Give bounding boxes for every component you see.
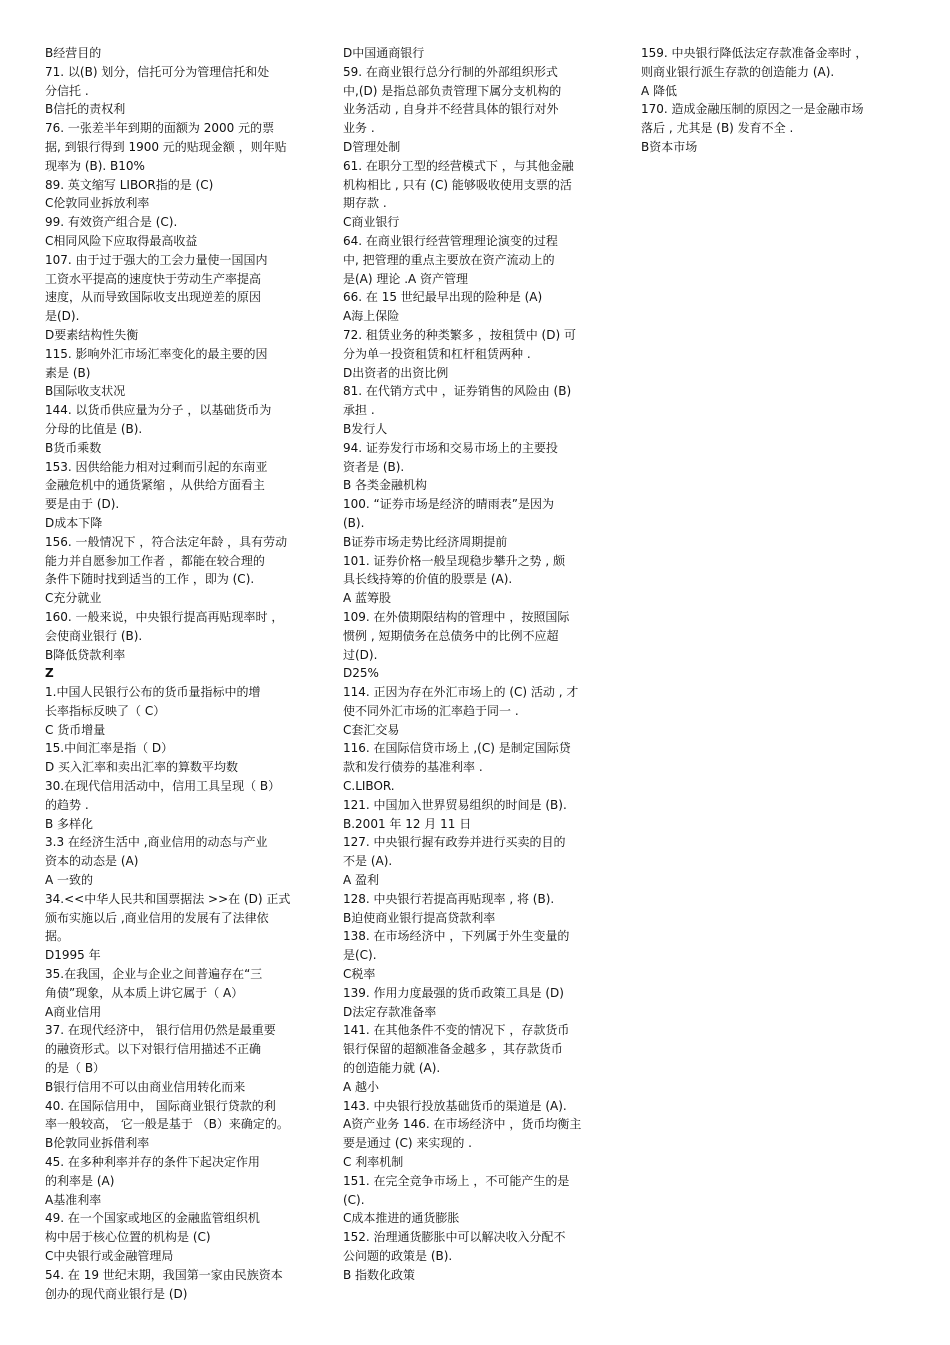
- text-line: A 盈利: [343, 873, 380, 888]
- text-line: 的融资形式。以下对银行信用描述不正确: [45, 1042, 262, 1057]
- text-line: 条件下随时找到适当的工作 ，即为 (C).: [45, 572, 255, 587]
- text-line: D要素结构性失衡: [45, 327, 139, 342]
- text-line: 76. 一张差半年到期的面额为 2000 元的票: [45, 121, 275, 136]
- text-line: 116. 在国际信贷市场上 ,(C) 是制定国际贷: [343, 741, 571, 756]
- text-line: 资本的动态是 (A): [45, 854, 139, 869]
- text-line: 141. 在其他条件不变的情况下 ，存款货币: [343, 1023, 570, 1038]
- text-line: D1995 年: [45, 948, 101, 963]
- text-line: 61. 在职分工型的经营模式下 ，与其他金融: [343, 158, 574, 173]
- text-line: C 货币增量: [45, 722, 106, 737]
- text-line: 是(C).: [343, 948, 377, 963]
- text-line: A 越小: [343, 1079, 380, 1094]
- text-line: 156. 一般情况下 ，符合法定年龄 ，具有劳动: [45, 534, 288, 549]
- text-line: 的创造能力就 (A).: [343, 1061, 441, 1076]
- text-line: D中国通商银行: [343, 46, 425, 60]
- text-line: 会使商业银行 (B).: [45, 628, 143, 643]
- text-line: B 多样化: [45, 816, 94, 831]
- text-line: 使不同外汇市场的汇率趋于同一 .: [343, 703, 519, 718]
- text-line: C充分就业: [45, 591, 102, 606]
- text-line: 144. 以货币供应量为分子 ，以基础货币为: [45, 403, 272, 418]
- text-line: C中央银行或金融管理局: [45, 1249, 174, 1263]
- text-line: 89. 英文缩写 LIBOR指的是 (C): [45, 177, 214, 192]
- text-line: 37. 在现代经济中， 银行信用仍然是最重要: [45, 1023, 276, 1038]
- text-line: 30.在现代信用活动中，信用工具呈现（ B）: [45, 779, 281, 794]
- text-line: C.LIBOR.: [343, 779, 395, 794]
- text-line: A商业信用: [45, 1004, 102, 1019]
- text-line: B伦敦同业拆借利率: [45, 1136, 150, 1151]
- text-line: C伦敦同业拆放利率: [45, 196, 150, 211]
- text-line: 银行保留的超额准备金越多 ，其存款货币: [343, 1042, 563, 1057]
- text-line: 创办的现代商业银行是 (D): [45, 1286, 188, 1301]
- text-line: 81. 在代销方式中 ，证券销售的风险由 (B): [343, 384, 572, 399]
- text-line: 的趋势 .: [45, 797, 89, 812]
- text-line: D出资者的出资比例: [343, 365, 449, 380]
- text-line: 则商业银行派生存款的创造能力 (A).: [641, 64, 835, 79]
- text-line: D25%: [343, 666, 379, 681]
- text-line: 具长线持筹的价值的股票是 (A).: [343, 572, 513, 587]
- text-line: A 一致的: [45, 873, 94, 888]
- text-line: 59. 在商业银行总分行制的外部组织形式: [343, 64, 558, 79]
- text-line: 160. 一般来说，中央银行提高再贴现率时 ，: [45, 609, 284, 624]
- text-line: 资者是 (B).: [343, 459, 405, 474]
- text-line: 是(D).: [45, 309, 80, 324]
- text-line: 据, 到银行得到 1900 元的贴现金额 ，则年贴: [45, 139, 287, 154]
- text-line: 66. 在 15 世纪最早出现的险种是 (A): [343, 290, 543, 305]
- text-line: 109. 在外债期限结构的管理中 ，按照国际: [343, 609, 570, 624]
- text-line: 分母的比值是 (B).: [45, 421, 143, 436]
- text-line: 115. 影响外汇市场汇率变化的最主要的因: [45, 346, 268, 361]
- text-line: 颁布实施以后 ,商业信用的发展有了法律依: [45, 910, 269, 925]
- text-line: B资本市场: [641, 139, 698, 154]
- text-line: 要是由于 (D).: [45, 497, 120, 512]
- text-line: 72. 租赁业务的种类繁多 ，按租赁中 (D) 可: [343, 327, 576, 342]
- text-line: 94. 证券发行市场和交易市场上的主要投: [343, 440, 558, 455]
- text-line: B证券市场走势比经济周期提前: [343, 534, 508, 549]
- text-line: 170. 造成金融压制的原因之一是金融市场: [641, 102, 864, 117]
- text-line: 机构相比 , 只有 (C) 能够吸收使用支票的活: [343, 177, 572, 192]
- text-line: C套汇交易: [343, 722, 400, 737]
- text-line: Z: [45, 666, 54, 681]
- text-line: 121. 中国加入世界贸易组织的时间是 (B).: [343, 797, 567, 812]
- text-line: C成本推进的通货膨胀: [343, 1211, 460, 1226]
- text-line: 3.3 在经济生活中 ,商业信用的动态与产业: [45, 835, 268, 850]
- text-line: B迫使商业银行提高贷款利率: [343, 910, 496, 925]
- text-line: 64. 在商业银行经营管理理论演变的过程: [343, 233, 558, 248]
- text-line: 构中居于核心位置的机构是 (C): [45, 1230, 211, 1245]
- text-line: 业务 .: [343, 121, 375, 136]
- text-line: B.2001 年 12 月 11 日: [343, 816, 472, 831]
- text-line: B发行人: [343, 421, 388, 436]
- text-line: 分信托 .: [45, 83, 89, 98]
- text-line: 1.中国人民银行公布的货币量指标中的增: [45, 685, 261, 700]
- text-line: 54. 在 19 世纪末期，我国第一家由民族资本: [45, 1267, 283, 1282]
- text-line: C相同风险下应取得最高收益: [45, 233, 198, 248]
- text-line: 现率为 (B). B10%: [45, 158, 145, 173]
- text-line: 能力并自愿参加工作者 ，都能在较合理的: [45, 553, 265, 568]
- text-line: 长率指标反映了（ C）: [45, 703, 166, 718]
- text-line: C 利率机制: [343, 1155, 404, 1170]
- text-line: 率一般较高， 它一般是基于 （B）来确定的。: [45, 1117, 289, 1132]
- text-line: 151. 在完全竞争市场上 ，不可能产生的是: [343, 1173, 570, 1188]
- text-line: 15.中间汇率是指（ D）: [45, 741, 174, 756]
- text-line: 101. 证券价格一般呈现稳步攀升之势 , 颇: [343, 553, 565, 568]
- text-line: 35.在我国，企业与企业之间普遍存在“三: [45, 967, 263, 982]
- text-line: 107. 由于过于强大的工会力量使一国国内: [45, 252, 268, 267]
- text-line: (C).: [343, 1192, 365, 1207]
- text-line: 127. 中央银行握有政券并进行买卖的目的: [343, 835, 566, 850]
- text-line: 款和发行债券的基准利率 .: [343, 760, 483, 775]
- text-line: 139. 作用力度最强的货币政策工具是 (D): [343, 985, 564, 1000]
- text-line: 业务活动 , 自身并不经营具体的银行对外: [343, 102, 559, 117]
- text-line: 的是（ B）: [45, 1061, 106, 1076]
- text-line: 153. 因供给能力相对过剩而引起的东南亚: [45, 459, 268, 474]
- text-line: 40. 在国际信用中， 国际商业银行贷款的利: [45, 1098, 276, 1113]
- text-line: 过(D).: [343, 647, 378, 662]
- text-line: 是(A) 理论 .A 资产管理: [343, 271, 469, 286]
- text-line: 角债”现象，从本质上讲它属于（ A）: [45, 985, 244, 1000]
- text-line: C商业银行: [343, 215, 400, 230]
- text-line: B 各类金融机构: [343, 478, 428, 493]
- text-line: 金融危机中的通货紧缩 ，从供给方面看主: [45, 478, 265, 493]
- text-line: 138. 在市场经济中 ，下列属于外生变量的: [343, 929, 570, 944]
- text-line: B降低贷款利率: [45, 647, 126, 662]
- text-line: B 指数化政策: [343, 1267, 416, 1282]
- text-line: B货币乘数: [45, 440, 102, 455]
- text-line: A海上保险: [343, 309, 400, 324]
- text-line: D 买入汇率和卖出汇率的算数平均数: [45, 760, 239, 775]
- text-line: 100. “证券市场是经济的晴雨表”是因为: [343, 497, 554, 512]
- text-line: 143. 中央银行投放基础货币的渠道是 (A).: [343, 1098, 567, 1113]
- text-line: 71. 以(B) 划分，信托可分为管理信托和处: [45, 64, 270, 79]
- text-line: 公问题的政策是 (B).: [343, 1249, 453, 1263]
- text-line: 速度，从而导致国际收支出现逆差的原因: [45, 290, 262, 305]
- text-line: 中,(D) 是指总部负责管理下属分支机构的: [343, 83, 562, 98]
- text-column-left: [45, 44, 307, 1303]
- text-line: 落后 , 尤其是 (B) 发育不全 .: [641, 121, 794, 136]
- text-line: 分为单一投资租赁和杠杆租赁两种 .: [343, 346, 531, 361]
- text-line: 114. 正因为存在外汇市场上的 (C) 活动 , 才: [343, 685, 579, 700]
- text-line: 159. 中央银行降低法定存款准备金率时 ，: [641, 46, 868, 60]
- text-line: (B).: [343, 515, 365, 530]
- text-line: 工资水平提高的速度快于劳动生产率提高: [45, 271, 262, 286]
- text-line: B银行信用不可以由商业信用转化而来: [45, 1079, 246, 1094]
- text-line: D管理处制: [343, 139, 401, 154]
- text-line: 要是通过 (C) 来实现的 .: [343, 1136, 473, 1151]
- text-line: 据。: [45, 929, 70, 944]
- text-line: A资产业务 146. 在市场经济中 ，货币均衡主: [343, 1117, 582, 1132]
- text-line: 128. 中央银行若提高再贴现率 , 将 (B).: [343, 891, 555, 906]
- text-line: C税率: [343, 967, 376, 982]
- text-line: 素是 (B): [45, 365, 91, 380]
- text-line: B信托的责权利: [45, 102, 126, 117]
- text-line: 99. 有效资产组合是 (C).: [45, 215, 178, 230]
- text-line: 49. 在一个国家或地区的金融监管组织机: [45, 1211, 260, 1226]
- text-line: A 蓝筹股: [343, 591, 392, 606]
- text-line: 期存款 .: [343, 196, 387, 211]
- text-line: 中, 把管理的重点主要放在资产流动上的: [343, 252, 555, 267]
- text-line: 的利率是 (A): [45, 1173, 115, 1188]
- text-line: A基准利率: [45, 1192, 102, 1207]
- text-line: 惯例 , 短期债务在总债务中的比例不应超: [343, 628, 559, 643]
- text-line: 152. 治理通货膨胀中可以解决收入分配不: [343, 1230, 566, 1245]
- text-line: B国际收支状况: [45, 384, 126, 399]
- text-line: A 降低: [641, 83, 678, 98]
- text-column-middle: [343, 44, 605, 1285]
- text-line: D法定存款准备率: [343, 1004, 437, 1019]
- text-line: D成本下降: [45, 515, 103, 530]
- text-line: 45. 在多种利率并存的条件下起决定作用: [45, 1155, 260, 1170]
- text-line: B经营目的: [45, 46, 102, 60]
- text-line: 34.<<中华人民共和国票据法 >>在 (D) 正式: [45, 891, 291, 906]
- text-line: 不是 (A).: [343, 854, 393, 869]
- text-column-right: [641, 44, 903, 157]
- text-line: 承担 .: [343, 403, 375, 418]
